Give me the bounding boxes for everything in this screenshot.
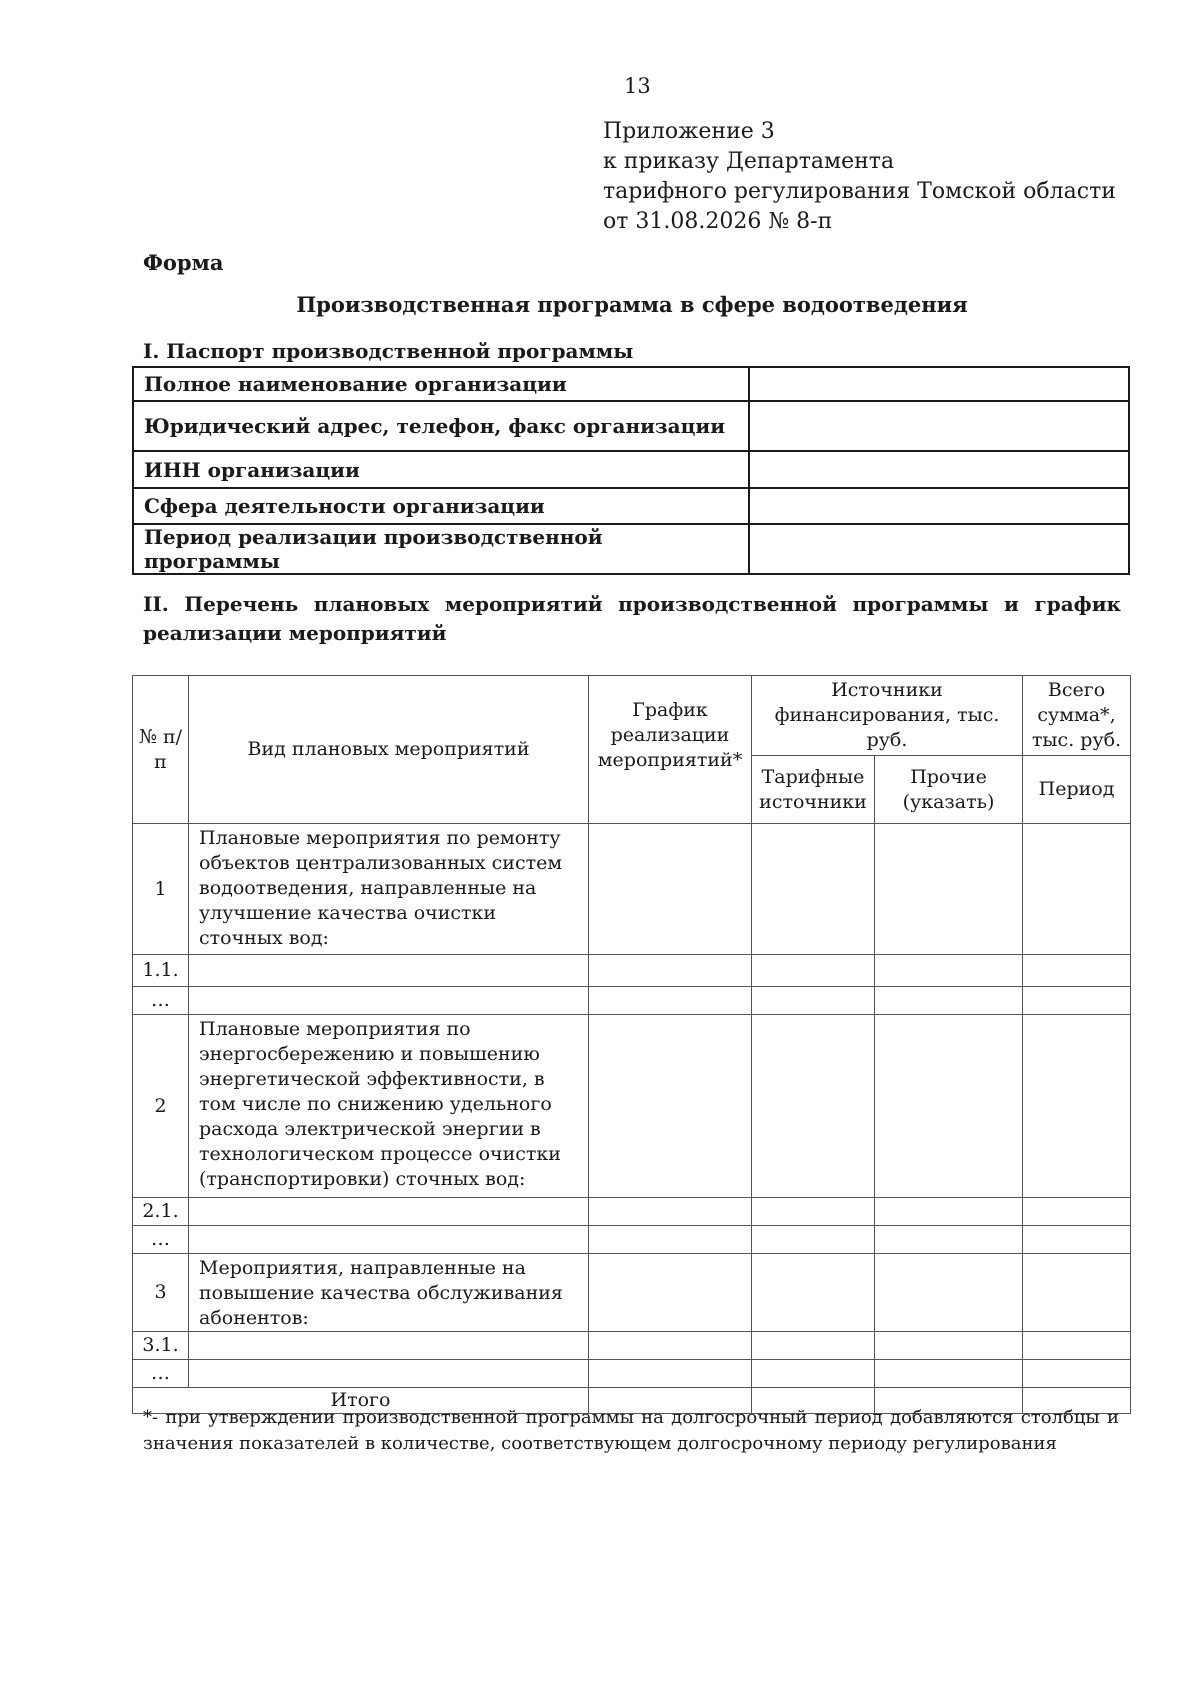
empty-cell [1023, 824, 1131, 955]
empty-cell [752, 824, 875, 955]
table-row [133, 1226, 1131, 1254]
section2-heading: II. Перечень плановых мероприятий производственной программы и график реализации мероприятий [143, 592, 1121, 645]
passport-label: ИНН организации [133, 451, 749, 488]
table-row [133, 955, 1131, 987]
empty-cell [1023, 1332, 1131, 1360]
header-measure-type: Вид плановых мероприятий [189, 676, 589, 824]
table-row [133, 1254, 1131, 1332]
empty-cell [589, 1015, 752, 1198]
empty-cell [875, 824, 1023, 955]
total-label: Итого [133, 1388, 589, 1414]
header-tariff-sources: Тарифные источники [752, 756, 875, 824]
empty-cell [875, 1015, 1023, 1198]
passport-value-cell [749, 367, 1129, 401]
passport-value-cell [749, 401, 1129, 451]
measure-text: Плановые мероприятия по энергосбережению и повышению энергетической эффективности, в том числе по снижению удельного расхода электрической энергии в технологическом процессе очистки (транспортировки) сточных вод: [189, 1015, 589, 1198]
empty-cell [589, 1254, 752, 1332]
passport-value-cell [749, 524, 1129, 574]
empty-cell [1023, 1254, 1131, 1332]
empty-cell [589, 824, 752, 955]
passport-label: Полное наименование организации [133, 367, 749, 401]
footnote: *- при утверждении производственной программы на долгосрочный период добавляются столбцы и значения показателей в количестве, соответствующем долгосрочному периоду регулирования [143, 1407, 1119, 1454]
measure-text [189, 955, 589, 987]
passport-value-cell [749, 488, 1129, 524]
table-row [133, 1198, 1131, 1226]
appendix-line: тарифного регулирования Томской области [603, 179, 1116, 204]
row-num: … [133, 1360, 189, 1388]
empty-cell [875, 1332, 1023, 1360]
row-num: 1.1. [133, 955, 189, 987]
empty-cell [752, 1226, 875, 1254]
page-number: 13 [624, 74, 651, 98]
passport-row [133, 488, 1129, 524]
row-num: 3.1. [133, 1332, 189, 1360]
empty-cell [752, 1360, 875, 1388]
empty-cell [589, 1198, 752, 1226]
passport-label: Сфера деятельности организации [133, 488, 749, 524]
empty-cell [875, 1198, 1023, 1226]
table-row [133, 1015, 1131, 1198]
form-label: Форма [143, 250, 224, 275]
empty-cell [752, 955, 875, 987]
empty-cell [752, 1254, 875, 1332]
measure-text: Мероприятия, направленные на повышение качества обслуживания абонентов: [189, 1254, 589, 1332]
table-row [133, 824, 1131, 955]
passport-table [132, 366, 1130, 575]
empty-cell [1023, 1360, 1131, 1388]
empty-cell [1023, 1198, 1131, 1226]
table-row [133, 1360, 1131, 1388]
row-num: … [133, 987, 189, 1015]
appendix-block [603, 117, 1116, 237]
empty-cell [752, 1198, 875, 1226]
header-funding-sources: Источники финансирования, тыс. руб. [752, 676, 1023, 756]
passport-row [133, 451, 1129, 488]
passport-row [133, 401, 1129, 451]
document-title: Производственная программа в сфере водоотведения [296, 292, 968, 317]
measure-text [189, 1198, 589, 1226]
measure-text [189, 1360, 589, 1388]
measure-text [189, 1226, 589, 1254]
header-total: Всего сумма*, тыс. руб. [1023, 676, 1131, 756]
empty-cell [752, 1332, 875, 1360]
passport-value-cell [749, 451, 1129, 488]
measure-text [189, 1332, 589, 1360]
empty-cell [875, 1254, 1023, 1332]
header-period: Период [1023, 756, 1131, 824]
row-num: 2 [133, 1015, 189, 1198]
passport-label: Юридический адрес, телефон, факс организации [133, 401, 749, 451]
passport-label: Период реализации производственной программы [133, 524, 749, 574]
header-other-sources: Прочие (указать) [875, 756, 1023, 824]
measures-table [132, 675, 1131, 1414]
table-header-row [133, 676, 1131, 756]
row-num: 3 [133, 1254, 189, 1332]
row-num: 1 [133, 824, 189, 955]
empty-cell [1023, 1226, 1131, 1254]
measure-text [189, 987, 589, 1015]
header-num: № п/п [133, 676, 189, 824]
section1-heading: I. Паспорт производственной программы [143, 339, 634, 363]
appendix-line: к приказу Департамента [603, 149, 895, 174]
appendix-line: Приложение 3 [603, 119, 775, 144]
empty-cell [1023, 1015, 1131, 1198]
empty-cell [875, 987, 1023, 1015]
row-num: … [133, 1226, 189, 1254]
empty-cell [875, 1360, 1023, 1388]
empty-cell [589, 987, 752, 1015]
empty-cell [875, 955, 1023, 987]
empty-cell [589, 955, 752, 987]
table-row [133, 987, 1131, 1015]
empty-cell [589, 1332, 752, 1360]
empty-cell [1023, 955, 1131, 987]
passport-row [133, 367, 1129, 401]
passport-row [133, 524, 1129, 574]
table-row [133, 1332, 1131, 1360]
empty-cell [589, 1226, 752, 1254]
measure-text: Плановые мероприятия по ремонту объектов централизованных систем водоотведения, направленные на улучшение качества очистки сточных вод: [189, 824, 589, 955]
appendix-line: от 31.08.2026 № 8-п [603, 209, 833, 234]
empty-cell [752, 987, 875, 1015]
header-schedule: График реализации мероприятий* [589, 676, 752, 824]
empty-cell [1023, 987, 1131, 1015]
empty-cell [752, 1015, 875, 1198]
row-num: 2.1. [133, 1198, 189, 1226]
empty-cell [589, 1360, 752, 1388]
empty-cell [875, 1226, 1023, 1254]
